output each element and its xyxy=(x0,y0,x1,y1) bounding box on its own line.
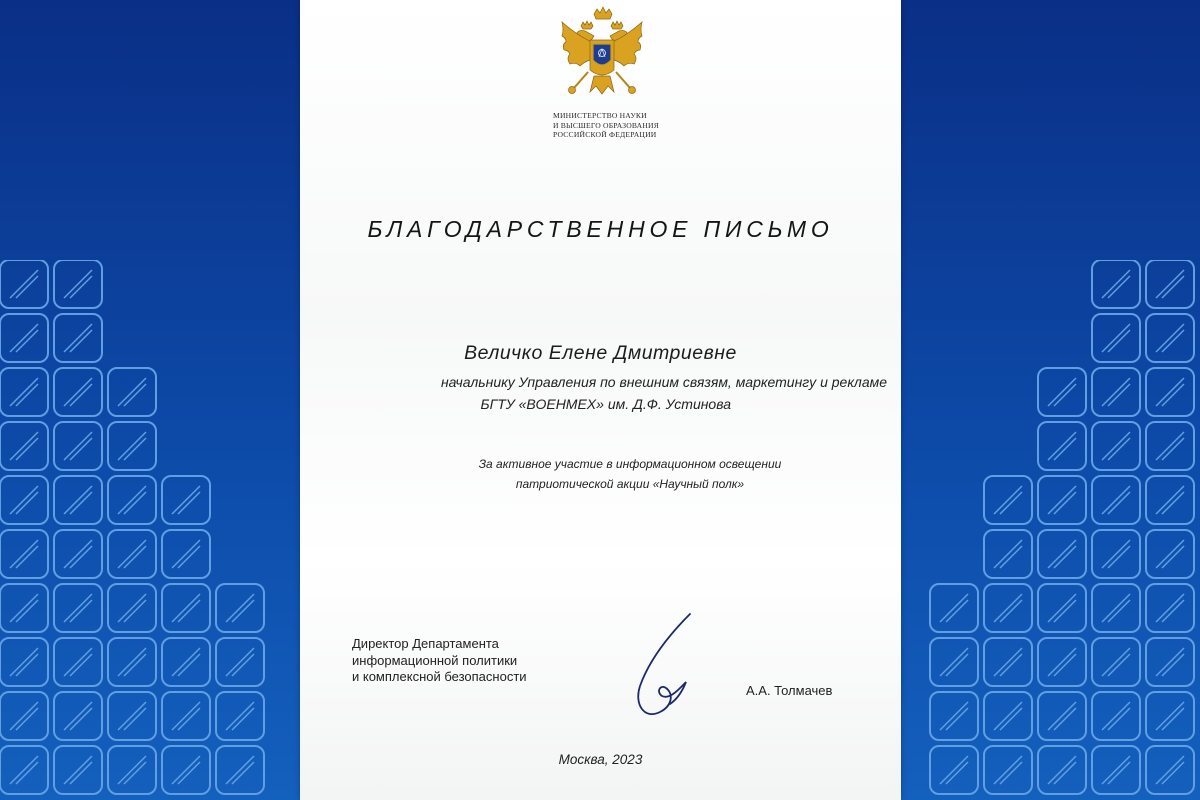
ministry-name xyxy=(553,111,683,140)
letter-sheet xyxy=(300,0,901,800)
reason-line: патриотической акции «Научный полк» xyxy=(515,477,745,491)
ministry-line: МИНИСТЕРСТВО НАУКИ xyxy=(553,111,647,120)
recipient-organization-line: БГТУ «ВОЕНМЕХ» им. Д.Ф. Устинова xyxy=(480,396,731,412)
signatory-title-line: Директор Департамента xyxy=(352,636,499,651)
signatory-title xyxy=(352,636,527,686)
reason-line: За активное участие в информационном освещении xyxy=(478,457,782,471)
signatory-title-line: и комплексной безопасности xyxy=(352,669,527,684)
recipient-position-line: начальнику Управления по внешним связям, маркетингу и рекламе xyxy=(440,374,887,390)
russian-double-headed-eagle-icon xyxy=(554,4,650,108)
ministry-line: И ВЫСШЕГО ОБРАЗОВАНИЯ xyxy=(553,120,659,130)
signatory-name: А.А. Толмачев xyxy=(746,683,833,698)
recipient-name: Величко Елене Дмитриевне xyxy=(464,342,737,364)
document-title: БЛАГОДАРСТВЕННОЕ ПИСЬМО xyxy=(367,216,834,242)
signatory-title-line: информационной политики xyxy=(352,652,518,668)
handwritten-signature xyxy=(620,608,720,726)
place-and-date: Москва, 2023 xyxy=(558,752,643,767)
ministry-line: РОССИЙСКОЙ ФЕДЕРАЦИИ xyxy=(553,130,657,140)
